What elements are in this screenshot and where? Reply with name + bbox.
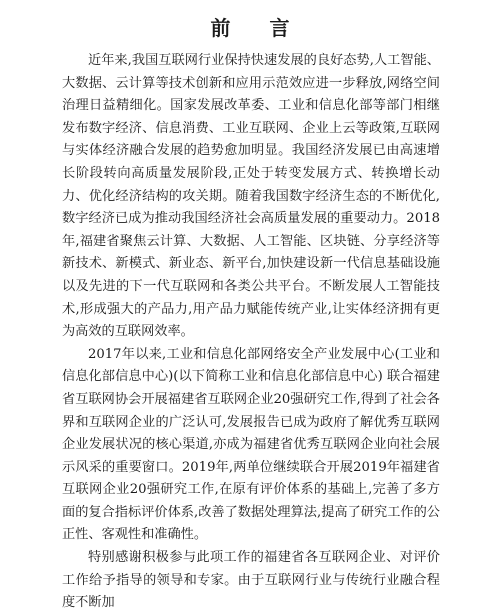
paragraph-3: 特别感谢积极参与此项工作的福建省各互联网企业、对评价工作给予指导的领导和专家。由于互联网行业与传统行业融合程度不断加: [62, 550, 440, 611]
body-text: [62, 50, 440, 615]
paragraph-2: 2017年以来,工业和信息化部网络安全产业发展中心(工业和信息化部信息中心)(以下简称工业和信息化部信息中心) 联合福建省互联网协会开展福建省互联网企业20强研究工作,得到了社会各界和互联网企业的广泛认可,发展报告已成为政府了解优秀互联网企业发展状况的核心渠道,亦成为福建省优秀互联网企业向社会展示风采的重要窗口。2019年,两单位继续联合开展2019年福建省互联网企业20强研究工作,在原有评价体系的基础上,完善了多方面的复合指标评价体系,改善了数据处理算法,提高了研究工作的公正性、客观性和准确性。: [62, 346, 440, 543]
paragraph-1: 近年来,我国互联网行业保持快速发展的良好态势,人工智能、大数据、云计算等技术创新和应用示范效应进一步释放,网络空间治理日益精细化。国家发展改革委、工业和信息化部等部门相继发布数字经济、信息消费、工业互联网、企业上云等政策,互联网与实体经济融合发展的趋势愈加明显。我国经济发展已由高速增长阶段转向高质量发展阶段,正处于转变发展方式、转换增长动力、优化经济结构的攻关期。随着我国数字经济生态的不断优化,数字经济已成为推动我国经济社会高质量发展的重要动力。2018年,福建省聚焦云计算、大数据、人工智能、区块链、分享经济等新技术、新模式、新业态、新平台,加快建设新一代信息基础设施以及先进的下一代互联网和各类公共平台。不断发展人工智能技术,形成强大的产品力,用产品力赋能传统产业,让实体经济拥有更为高效的互联网效率。: [62, 53, 440, 340]
page-title: 前 言: [210, 16, 306, 40]
